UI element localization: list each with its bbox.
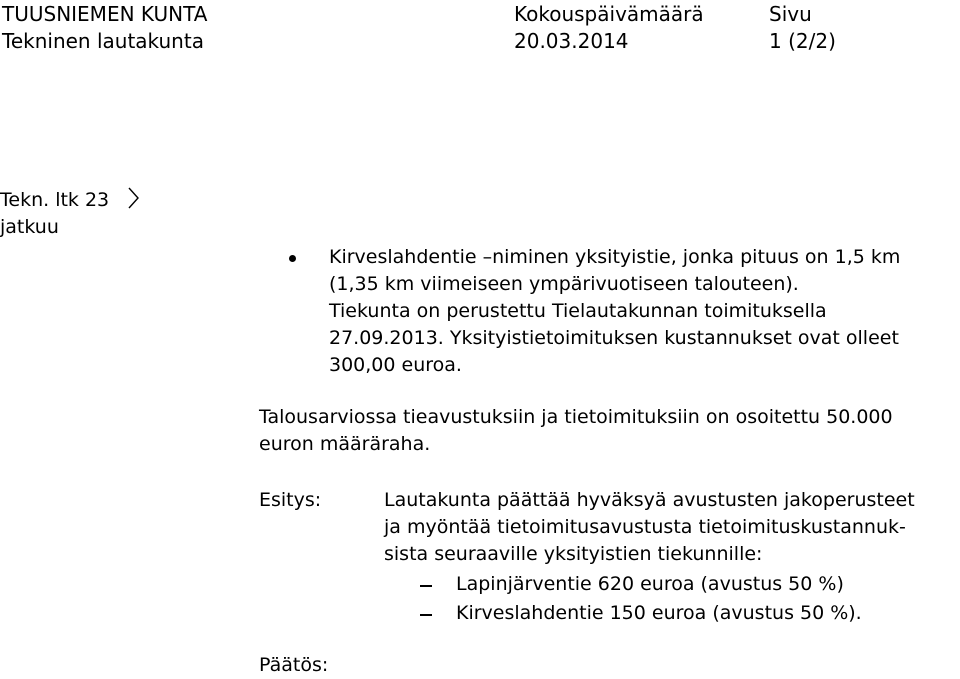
esitys-line: Lautakunta päättää hyväksyä avustusten jakoperusteet: [384, 489, 915, 511]
meeting-date-label: Kokouspäivämäärä: [514, 2, 704, 26]
budget-line: euron määräraha.: [259, 433, 431, 455]
page-number: 1 (2/2): [769, 29, 836, 53]
bullet-dot-icon: [289, 255, 296, 262]
meeting-date-value: 20.03.2014: [514, 29, 629, 53]
esitys-line: ja myöntää tietoimitusavustusta tietoimituskustannuk-: [384, 516, 906, 538]
bullet-line: (1,35 km viimeiseen ympärivuotiseen talouteen).: [329, 273, 799, 295]
esitys-text: [384, 487, 915, 568]
section-continues: jatkuu: [0, 216, 59, 238]
page-label: Sivu: [769, 2, 812, 26]
dash-icon: [420, 585, 432, 587]
budget-line: Talousarviossa tieavustuksiin ja tietoimituksiin on osoitettu 50.000: [259, 406, 893, 428]
esitys-label: Esitys:: [259, 489, 322, 511]
bullet-line: 27.09.2013. Yksityistietoimituksen kustannukset ovat olleet: [329, 327, 899, 349]
bullet-line: Tiekunta on perustettu Tielautakunnan toimituksella: [329, 300, 827, 322]
grant-item: Lapinjärventie 620 euroa (avustus 50 %): [456, 573, 844, 595]
grant-item: Kirveslahdentie 150 euroa (avustus 50 %).: [456, 602, 862, 624]
committee-name: Tekninen lautakunta: [2, 29, 204, 53]
paatos-label: Päätös:: [259, 654, 329, 676]
esitys-line: sista seuraaville yksityistien tiekunnille:: [384, 543, 763, 565]
dash-icon: [420, 614, 432, 616]
organization-name: TUUSNIEMEN KUNTA: [2, 2, 208, 26]
section-mark-icon: [126, 186, 142, 210]
bullet-paragraph: [329, 244, 959, 379]
section-reference: Tekn. ltk 23: [0, 189, 110, 211]
budget-paragraph: [259, 404, 893, 458]
bullet-line: 300,00 euroa.: [329, 354, 462, 376]
bullet-line: Kirveslahdentie –niminen yksityistie, jonka pituus on 1,5 km: [329, 246, 901, 268]
